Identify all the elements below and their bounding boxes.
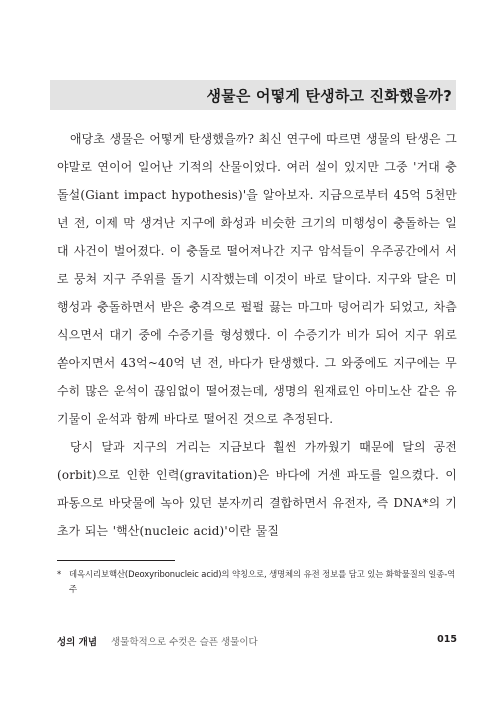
footer-chapter-title: 생물학적으로 수컷은 슬픈 생물이다 <box>111 637 258 648</box>
footnote-divider <box>57 560 175 561</box>
body-text <box>57 125 457 545</box>
page-number: 015 <box>437 634 457 645</box>
footnote <box>57 567 457 597</box>
footnote-marker: * <box>57 569 62 579</box>
footer-section-title: 성의 개념 <box>57 637 98 648</box>
body-paragraph-1: 애당초 생물은 어떻게 탄생했을까? 최신 연구에 따르면 생물의 탄생은 그야말로 연이어 일어난 기적의 산물이었다. 여러 설이 있지만 그중 '거대 충돌설(Giant impact hypothesis)'을 알아보자. 지금으로부터 45억 5천만 년 전, 이제 막 생겨난 지구에 화성과 비슷한 크기의 미행성이 충돌하는 일대 사건이 벌어졌다. 이 충돌로 떨어져나간 지구 암석들이 우주공간에서 서로 뭉쳐 지구 주위를 돌기 시작했는데 이것이 바로 달이다. 지구와 달은 미행성과 충돌하면서 받은 충격으로 펄펄 끓는 마그마 덩어리가 되었고, 차츰 식으면서 대기 중에 수증기를 형성했다. 이 수증기가 비가 되어 지구 위로 쏟아지면서 43억~40억 년 전, 바다가 탄생했다. 그 와중에도 지구에는 무수히 많은 운석이 끊임없이 떨어졌는데, 생명의 원재료인 아미노산 같은 유기물이 운석과 함께 바다로 떨어진 것으로 추정된다. <box>57 132 457 426</box>
footnote-text: 데옥시리보핵산(Deoxyribonucleic acid)의 약칭으로, 생명체의 유전 정보를 담고 있는 화학물질의 일종-역주 <box>69 569 456 594</box>
body-paragraph-2: 당시 달과 지구의 거리는 지금보다 훨씬 가까웠기 때문에 달의 공전(orbit)으로 인한 인력(gravitation)은 바다에 거센 파도를 일으켰다. 이 파동으로 바닷물에 녹아 있던 분자끼리 결합하면서 유전자, 즉 DNA*의 기초가 되는 '핵산(nucleic acid)'이란 물질 <box>57 440 457 538</box>
page-footer <box>57 634 457 650</box>
page-title: 생물은 어떻게 탄생하고 진화했을까? <box>206 86 452 105</box>
